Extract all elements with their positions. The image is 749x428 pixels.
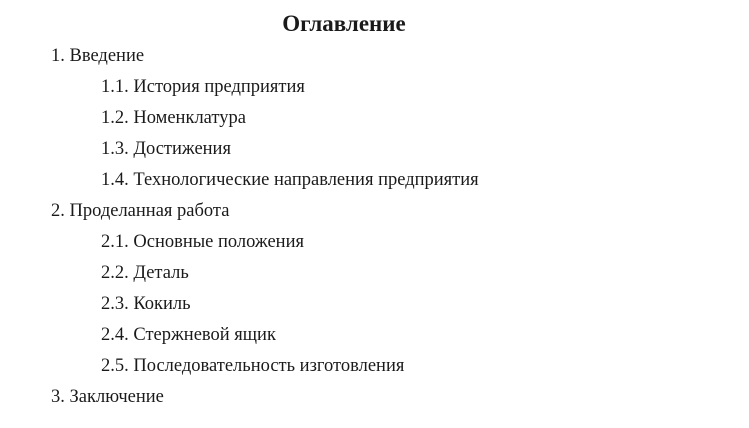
toc-entry-achievements: 1.3. Достижения	[101, 139, 231, 159]
toc-entry-manufacturing-sequence: 2.5. Последовательность изготовления	[101, 356, 405, 376]
toc-entry-nomenclature: 1.2. Номенклатура	[101, 108, 246, 128]
toc-entry-conclusion: 3. Заключение	[51, 387, 164, 407]
toc-title: Оглавление	[282, 11, 406, 36]
toc-entry-technology-directions: 1.4. Технологические направления предприятия	[101, 170, 479, 190]
toc-entry-main-provisions: 2.1. Основные положения	[101, 232, 304, 252]
toc-entry-work-done: 2. Проделанная работа	[51, 201, 230, 221]
toc-entry-chill-mold: 2.3. Кокиль	[101, 294, 191, 314]
toc-entry-core-box: 2.4. Стержневой ящик	[101, 325, 276, 345]
toc-entry-company-history: 1.1. История предприятия	[101, 77, 305, 97]
toc-entry-introduction: 1. Введение	[51, 46, 145, 66]
toc-list	[0, 44, 749, 416]
toc-entry-part: 2.2. Деталь	[101, 263, 189, 283]
